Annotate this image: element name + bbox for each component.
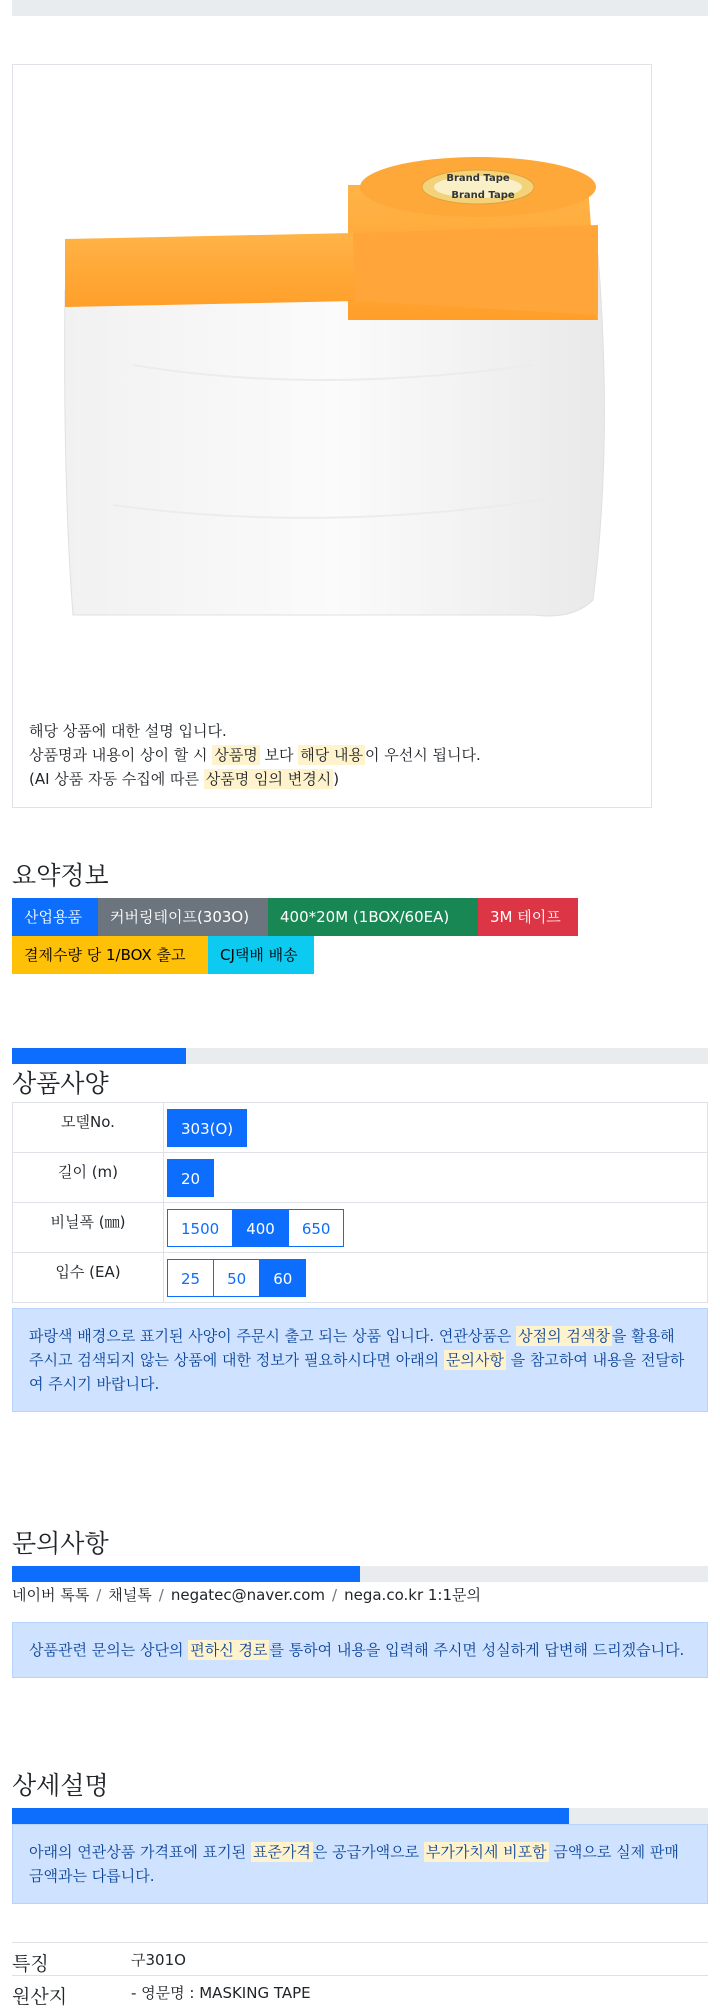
spec-options xyxy=(164,1253,708,1303)
spec-progress xyxy=(12,1048,708,1064)
spec-option-button[interactable]: 400 xyxy=(232,1209,289,1247)
summary-badge: 산업용품 xyxy=(12,898,98,936)
feature-value: 구301O xyxy=(131,1951,186,1969)
spec-label: 비닐폭 (㎜) xyxy=(13,1203,164,1253)
spec-options xyxy=(164,1203,708,1253)
highlight: 상점의 검색창 xyxy=(518,1327,610,1345)
spec-row xyxy=(13,1103,708,1153)
feature-value: - 영문명 : MASKING TAPE xyxy=(131,1984,311,2002)
highlight: 부가가치세 비포함 xyxy=(425,1843,547,1861)
summary-badge: 커버링테이프(303O) xyxy=(98,898,268,936)
feature-key: 원산지 xyxy=(12,1986,68,2008)
spec-option-button[interactable]: 303(O) xyxy=(167,1109,247,1147)
highlight: 상품명 xyxy=(214,746,258,764)
link-separator: / xyxy=(96,1586,102,1604)
inquiry-notice: 상품관련 문의는 상단의 편하신 경로 를 통하여 내용을 입력해 주시면 성실하게 답변해 드리겠습니다. xyxy=(12,1622,708,1678)
summary-badge: 결제수량 당 1/BOX 출고 xyxy=(12,936,208,974)
link-separator: / xyxy=(332,1586,338,1604)
top-progress-bar xyxy=(12,0,708,16)
spec-label: 입수 (EA) xyxy=(13,1253,164,1303)
highlight: 상품명 임의 변경시 xyxy=(205,770,332,788)
spec-option-button[interactable]: 60 xyxy=(259,1259,306,1297)
product-description xyxy=(29,719,481,791)
inquiry-links xyxy=(12,1584,481,1605)
spec-option-button[interactable]: 20 xyxy=(167,1159,214,1197)
spec-options xyxy=(164,1153,708,1203)
summary-badge: CJ택배 배송 xyxy=(208,936,314,974)
description-line: (AI 상품 자동 수집에 따른 상품명 임의 변경시 ) xyxy=(29,770,340,788)
spec-label: 모델No. xyxy=(13,1103,164,1153)
product-image xyxy=(13,65,653,809)
highlight: 표준가격 xyxy=(252,1843,311,1861)
link-separator: / xyxy=(158,1586,164,1604)
summary-badge: 400*20M (1BOX/60EA) xyxy=(268,898,478,936)
spec-title: 상품사양 xyxy=(12,1069,109,1098)
detail-progress xyxy=(12,1808,708,1824)
tape-label-2: Brand Tape xyxy=(451,190,515,201)
spec-table xyxy=(12,1102,708,1303)
feature-row xyxy=(12,1942,708,1975)
highlight: 편하신 경로 xyxy=(190,1641,268,1659)
spec-row xyxy=(13,1203,708,1253)
spec-option-button[interactable]: 25 xyxy=(167,1259,214,1297)
spec-table-wrap xyxy=(12,1102,708,1303)
highlight: 해당 내용 xyxy=(300,746,363,764)
tape-label: Brand Tape xyxy=(446,173,510,184)
inquiry-link[interactable]: nega.co.kr 1:1문의 xyxy=(344,1586,481,1604)
feature-key: 특징 xyxy=(12,1953,49,1975)
highlight: 문의사항 xyxy=(445,1351,504,1369)
spec-option-button[interactable]: 50 xyxy=(213,1259,260,1297)
spec-row xyxy=(13,1253,708,1303)
inquiry-title: 문의사항 xyxy=(12,1529,109,1558)
feature-row xyxy=(12,1975,708,2008)
product-image-card xyxy=(12,64,652,808)
spec-option-button[interactable]: 1500 xyxy=(167,1209,233,1247)
spec-notice: 파랑색 배경으로 표기된 사양이 주문시 출고 되는 상품 입니다. 연관상품은 상점의 검색창 을 활용해 주시고 검색되지 않는 상품에 대한 정보가 필요하시다면 아래의 문의사항 을 참고하여 내용을 전달하여 주시기 바랍니다. xyxy=(12,1308,708,1412)
description-line: 해당 상품에 대한 설명 입니다. xyxy=(29,722,227,740)
summary-title: 요약정보 xyxy=(12,861,109,890)
inquiry-link[interactable]: negatec@naver.com xyxy=(170,1586,326,1604)
description-line: 상품명과 내용이 상이 할 시 상품명 보다 해당 내용 이 우선시 됩니다. xyxy=(29,746,481,764)
detail-notice: 아래의 연관상품 가격표에 표기된 표준가격 은 공급가액으로 부가가치세 비포함 금액으로 실제 판매금액과는 다릅니다. xyxy=(12,1824,708,1904)
inquiry-link[interactable]: 채널톡 xyxy=(108,1586,152,1604)
summary-badge: 3M 테이프 xyxy=(478,898,578,936)
detail-title: 상세설명 xyxy=(12,1771,109,1800)
inquiry-link[interactable]: 네이버 톡톡 xyxy=(12,1586,90,1604)
spec-options xyxy=(164,1103,708,1153)
spec-label: 길이 (m) xyxy=(13,1153,164,1203)
inquiry-progress xyxy=(12,1566,708,1582)
spec-option-button[interactable]: 650 xyxy=(288,1209,345,1247)
spec-row xyxy=(13,1153,708,1203)
